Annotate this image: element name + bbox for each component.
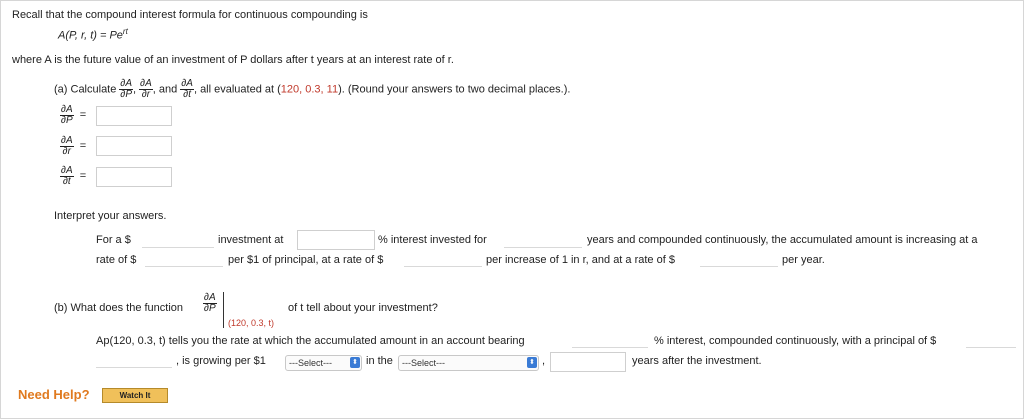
interest-bearing-input[interactable] <box>572 347 648 348</box>
intro-where-text: where A is the future value of an investment of P dollars after t years at an interest rate of r. <box>12 54 454 66</box>
dA-dP-fraction-b: $\frac{\partial A}{\partial P}$ <box>204 292 216 314</box>
growth-amount-input[interactable] <box>96 367 172 368</box>
dA-dP-fraction: $\frac{\partial A}{\partial P}$ <box>120 78 133 100</box>
all-evaluated-label: , all evaluated at ( <box>193 83 281 96</box>
chevron-updown-icon: ⬍ <box>350 357 360 368</box>
in-the-label: in the <box>366 355 393 367</box>
part-b-prompt: (b) What does the function <box>54 302 184 314</box>
answer-row-dA-dt: $\frac{\partial A}{\partial t}$ = <box>61 165 87 187</box>
formula-exponent: rt <box>122 27 128 36</box>
tell-label: of t tell about your investment? <box>288 302 438 314</box>
and-label: , and <box>152 83 178 96</box>
dA-dP-input[interactable] <box>96 106 172 126</box>
select-2[interactable]: ---Select--- ⬍ <box>398 355 539 371</box>
pct-interest-label: % interest, compounded continuously, with a principal of $ <box>654 335 937 347</box>
growing-label: , is growing per $1 <box>176 355 266 367</box>
part-a-prompt <box>54 79 570 100</box>
comma-b: , <box>542 355 546 367</box>
years-after-input[interactable] <box>550 352 626 372</box>
rate-per-year-input[interactable] <box>700 266 778 267</box>
per-principal-label: per $1 of principal, at a rate of $ <box>228 254 384 266</box>
select-1[interactable]: ---Select--- ⬍ <box>285 355 362 371</box>
evaluation-point-b: (120, 0.3, t) <box>228 318 275 328</box>
dA-dt-fraction: $\frac{\partial A}{\partial t}$ <box>181 78 193 100</box>
rate-of-label: rate of $ <box>96 254 137 266</box>
interpret-heading: Interpret your answers. <box>54 210 167 222</box>
years-continuous-label: years and compounded continuously, the accumulated amount is increasing at a <box>587 234 978 246</box>
evaluation-bar <box>223 292 224 328</box>
formula <box>58 27 128 42</box>
intro-text: Recall that the compound interest formula for continuous compounding is <box>12 9 368 21</box>
formula-lhs: A(P, r, t) = Pe <box>58 29 123 42</box>
watch-it-button[interactable]: Watch It <box>102 388 168 403</box>
answer-row-dA-dP: $\frac{\partial A}{\partial P}$ = <box>61 104 87 126</box>
rate-per-principal-input[interactable] <box>145 266 223 267</box>
need-help-label: Need Help? <box>18 387 90 402</box>
per-increase-label: per increase of 1 in r, and at a rate of $ <box>486 254 675 266</box>
principal-input[interactable] <box>142 247 214 248</box>
rate-per-r-input[interactable] <box>404 266 482 267</box>
dA-dr-input[interactable] <box>96 136 172 156</box>
dA-dt-input[interactable] <box>96 167 172 187</box>
pct-invested-label: % interest invested for <box>378 234 487 246</box>
calculate-label: (a) Calculate <box>54 83 117 96</box>
years-input[interactable] <box>504 247 582 248</box>
principal-b-input[interactable] <box>966 347 1016 348</box>
dA-dr-fraction: $\frac{\partial A}{\partial r}$ <box>140 78 152 100</box>
interest-rate-input[interactable] <box>297 230 375 250</box>
investment-at-label: investment at <box>218 234 284 246</box>
round-note: ). (Round your answers to two decimal places.). <box>338 83 571 96</box>
comma: , <box>133 83 137 96</box>
ap-text: Ap(120, 0.3, t) tells you the rate at which the accumulated amount in an account bearing <box>96 335 525 347</box>
chevron-updown-icon: ⬍ <box>527 357 537 368</box>
answer-row-dA-dr: $\frac{\partial A}{\partial r}$ = <box>61 135 87 157</box>
evaluation-point: 120, 0.3, 11 <box>280 83 339 96</box>
years-after-label: years after the investment. <box>632 355 762 367</box>
per-year-label: per year. <box>782 254 825 266</box>
for-a-label: For a $ <box>96 234 131 246</box>
